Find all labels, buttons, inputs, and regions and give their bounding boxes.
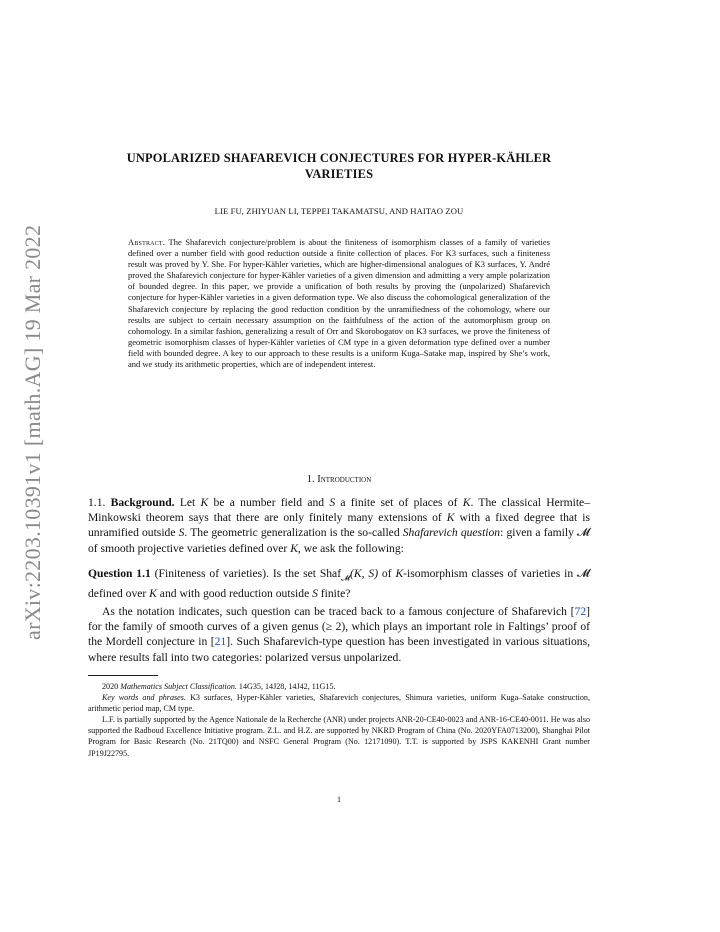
paragraph-background (88, 495, 590, 556)
text-run: defined over (88, 586, 150, 600)
math-symbol: 𝓜 (577, 526, 590, 540)
math-arguments: (K, S) (350, 567, 379, 580)
citation-link[interactable]: 21 (214, 635, 227, 649)
text-run: finite? (317, 586, 351, 600)
abstract (128, 237, 550, 370)
math-operator: Shaf (319, 567, 342, 580)
text-run: of smooth projective varieties defined over (88, 541, 291, 555)
text-run: a finite set of places of (335, 496, 463, 509)
footnote-keywords (88, 692, 590, 714)
text-run: 2020 (102, 682, 121, 691)
text-run: 14G35, 14J28, 14J42, 11G15. (236, 682, 336, 691)
text-run: . Is the set (266, 567, 320, 580)
page-number: 1 (337, 795, 341, 804)
citation-link[interactable]: 72 (574, 605, 587, 618)
text-run: ]. Such Shafarevich-type question has been investigated in various situations, where results fall into two categories: polarized versus unpolarized. (88, 635, 591, 664)
section-title: Introduction (317, 474, 372, 485)
abstract-text: The Shafarevich conjecture/problem is about the finiteness of isomorphism classes of a family of varieties defined over a number field with good reduction outside a finite collection of places. For K3 surfaces, such a finiteness result was proved by Y. She. For hyper-Kähler varieties, which are higher-dimensional analogues of K3 surfaces, Y. André proved the Shafarevich conjecture for hyper-Kähler varieties of a given dimension and admitting a very ample polarization of bounded degree. In this paper, we provide a unification of both results by proving the (unpolarized) Shafarevich conjecture for hyper-Kähler varieties in a given deformation type. We also discuss the cohomological generalization of the Shafarevich conjecture by replacing the good reduction condition by the unramifiedness of the cohomology, where our results are subject to certain necessary assumption on the faithfulness of the action of the automorphism group on cohomology. In a similar fashion, generalizing a result of Orr and Skorobogatov on K3 surfaces, we prove the finiteness of geometric isomorphism classes of hyper-Kähler varieties of CM type in a given deformation type defined over a number field with bounded degree. A key to our approach to these results is a uniform Kuga–Satake map, inspired by She’s work, and we study its arithmetic properties, which are of independent interest. (128, 237, 550, 370)
math-symbol: K (290, 541, 298, 555)
arxiv-identifier-stamp: arXiv:2203.10391v1 [math.AG] 19 Mar 2022 (20, 224, 45, 640)
section-number: 1. (306, 474, 315, 485)
text-run: with a fixed degree that is unramified outside (88, 511, 590, 540)
paper-title (88, 150, 590, 182)
math-subscript: 𝓜 (341, 573, 351, 583)
text-run: Let (179, 496, 201, 509)
footnote-msc (88, 681, 590, 692)
paper-title-line-2: VARIETIES (304, 167, 374, 181)
author-list: LIE FU, ZHIYUAN LI, TEPPEI TAKAMATSU, AND HAITAO ZOU (214, 206, 464, 216)
footnote-label: Key words and phrases. (102, 693, 186, 703)
text-run: -isomorphism classes of varieties in (403, 567, 578, 580)
footnotes (88, 681, 590, 759)
text-run: be a number field and (208, 496, 330, 509)
text-run: : given a family (500, 526, 577, 540)
text-run: . The geometric generalization is the so-called (184, 526, 403, 540)
text-run: of (378, 567, 396, 580)
emphasized-term: Shafarevich question (402, 526, 501, 540)
footnote-funding: L.F. is partially supported by the Agence Nationale de la Recherche (ANR) under projects ANR-20-CE40-0023 and ANR-16-CE40-0011. He was also supported the Radboud Excellence Initiative program. Z.L. and H.Z. are supported by NKRD Program of China (No. 2020YFA0713200), Shanghai Pilot Program for Basic Research (No. 21TQ00) and NSFC General Program (No. 12171090). T.T. is supported by JSPS KAKENHI Grant number JP19J22795. (88, 715, 590, 758)
text-run: ] for the family of smooth curves of a given genus (≥ 2), which plays an important role in Faltings’ proof of the Mordell conjecture in [ (88, 605, 590, 649)
text-run: . The classical Hermite–Minkowski theorem says that there are only finitely many extensions of (88, 496, 590, 525)
paper-title-line-1: UNPOLARIZED SHAFAREVICH CONJECTURES FOR HYPER-KÄHLER (126, 151, 552, 165)
math-symbol: K (462, 496, 471, 509)
abstract-label: Abstract. (128, 237, 166, 247)
math-symbol: S (178, 526, 185, 540)
paragraph-history (88, 604, 590, 665)
question-1-1 (88, 566, 590, 601)
subsection-number: 1.1. (88, 496, 106, 509)
math-symbol: K (149, 586, 157, 600)
math-symbol: K (395, 567, 404, 580)
footnote-divider (88, 675, 158, 676)
math-symbol: K (446, 511, 455, 525)
text-run: , we ask the following: (297, 541, 404, 555)
text-run: and with good reduction outside (156, 586, 313, 600)
question-heading: Question 1.1 (88, 567, 151, 580)
footnote-label: Mathematics Subject Classification. (120, 682, 237, 691)
section-heading-introduction (88, 474, 590, 485)
text-run: As the notation indicates, such question can be traced back to a famous conjecture of Shafarevich [ (102, 605, 575, 618)
math-symbol: 𝓜 (577, 567, 591, 580)
text-run: K3 surfaces, Hyper-Kähler varieties, Shafarevich conjectures, Shimura varieties, uniform Kuga–Satake construction, arithmetic period map, CM type. (88, 693, 590, 714)
question-subtitle: (Finiteness of varieties) (150, 567, 267, 580)
math-symbol: S (312, 586, 318, 600)
math-symbol: S (329, 496, 336, 509)
subsection-heading: Background. (110, 496, 175, 509)
math-symbol: K (200, 496, 209, 509)
